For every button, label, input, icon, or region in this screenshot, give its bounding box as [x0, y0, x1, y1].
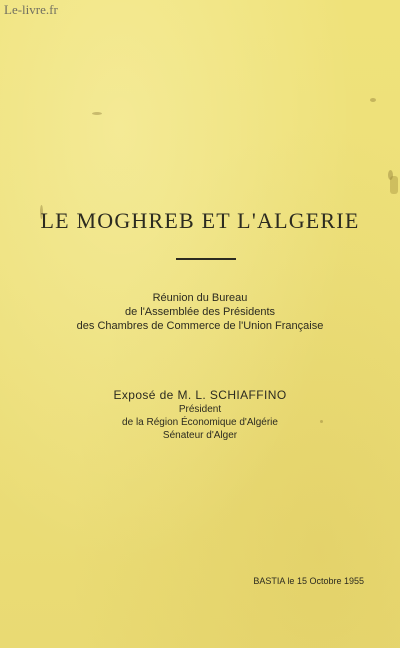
speaker-role-3: Sénateur d'Alger	[162, 430, 238, 441]
speaker-name: Exposé de M. L. SCHIAFFINO	[113, 388, 287, 402]
meeting-line-1: Réunion du Bureau	[152, 292, 248, 304]
paper-speck	[370, 98, 376, 102]
title-divider	[176, 258, 236, 260]
speaker-role-1: Président	[178, 404, 222, 415]
meeting-block	[0, 291, 400, 333]
speaker-role-2: de la Région Économique d'Algérie	[122, 417, 278, 428]
speaker-block	[0, 387, 400, 442]
watermark-text: Le-livre.fr	[4, 2, 58, 17]
date-line: BASTIA le 15 Octobre 1955	[253, 576, 364, 586]
page-title: LE MOGHREB ET L'ALGERIE	[40, 208, 360, 233]
paper-speck	[92, 112, 102, 115]
meeting-line-3: des Chambres de Commerce de l'Union Française	[76, 320, 324, 332]
edge-stain	[390, 176, 398, 194]
meeting-line-2: de l'Assemblée des Présidents	[124, 306, 276, 318]
